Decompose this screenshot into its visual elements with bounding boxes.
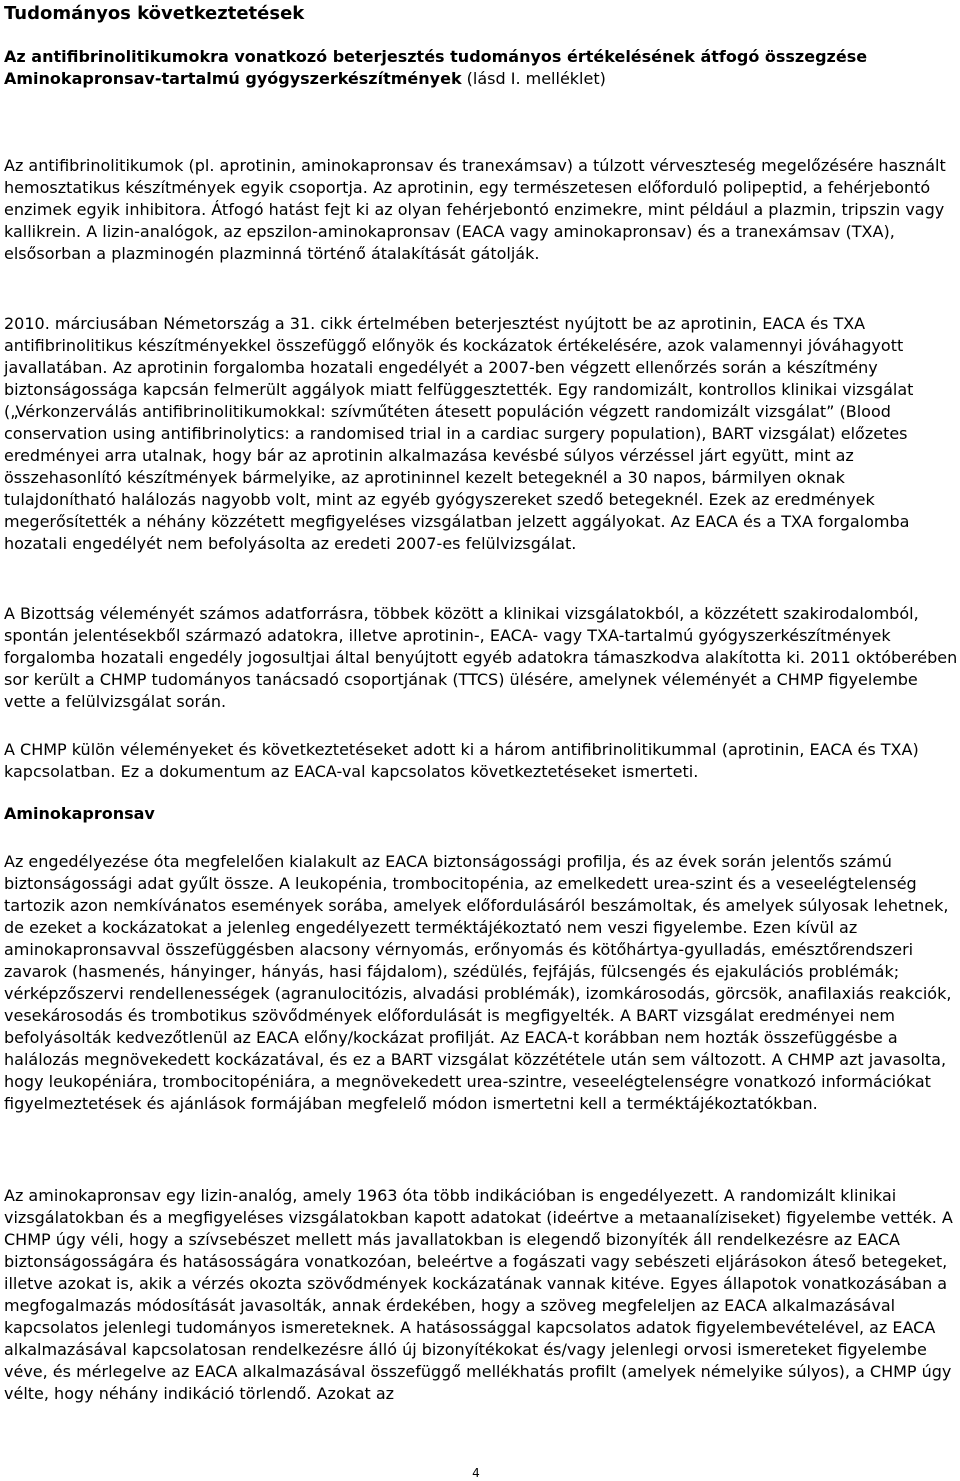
paragraph-committee-opinion: A Bizottság véleményét számos adatforrásra, többek között a klinikai vizsgálatokból, a közzétett szakirodalomból, spontán jelentésekből származó adatokra, illetve aprotinin-, EACA- vagy TXA-tartalmú gyógyszerkészítmények forgalomba hozatali engedély jogosultjai által benyújtott egyéb adatokra támaszkodva alakította ki. 2011 októberében sor került a CHMP tudományos tanácsadó csoportjának (TTCS) ülésére, amelynek véleményét a CHMP figyelembe vette a felülvizsgálat során. — [4, 604, 958, 711]
section-subtitle — [4, 46, 956, 90]
paragraph-chmp-conclusions: A CHMP külön véleményeket és következtetéseket adott ki a három antifibrinolitikummal (aprotinin, EACA és TXA) kapcsolatban. Ez a dokumentum az EACA-val kapcsolatos következtetéseket ismerteti. — [4, 740, 919, 781]
paragraph-referral: 2010. márciusában Németország a 31. cikk értelmében beterjesztést nyújtott be az aprotinin, EACA és TXA antifibrinolitikus készítményekkel összefüggő előnyök és kockázatok értékelésére, azok valamennyi jóváhagyott javallatában. Az aprotinin forgalomba hozatali engedélyét a 2007-ben végzett ellenőrzés során a készítmény biztonságossága kapcsán felmerült aggályok miatt felfüggesztették. Egy randomizált, kontrollos klinikai vizsgálat („Vérkonzerválás antifibrinolitikumokkal: szívműtéten átesett populáción végzett randomizált vizsgálat” (Blood conservation using antifibrinolytics: a randomised trial in a cardiac surgery population), BART vizsgálat) előzetes eredményei arra utalnak, hogy bár az aprotinin alkalmazása kevésbé súlyos vérzéssel járt együtt, mint az összehasonlító készítmények bármelyike, az aprotininnel kezelt betegeknél a 30 napos, bármilyen oknak tulajdonítható halálozás nagyobb volt, mint az egyéb gyógyszereket szedő betegeknél. Ezek az eredmények megerősítették a néhány közzétett megfigyeléses vizsgálatban jelzett aggályokat. Az EACA és a TXA forgalomba hozatali engedélyét nem befolyásolta az eredeti 2007-es felülvizsgálat. — [4, 314, 914, 553]
paragraph-intro: Az antifibrinolitikumok (pl. aprotinin, aminokapronsav és tranexámsav) a túlzott vérveszteség megelőzésére használt hemosztatikus készítmények egyik csoportja. Az aprotinin, egy természetesen előforduló polipeptid, a fehérjebontó enzimek egyik inhibitora. Átfogó hatást fejt ki az olyan fehérjebontó enzimekre, mint például a plazmin, tripszin vagy kallikrein. A lizin-analógok, az epszilon-aminokapronsav (EACA vagy aminokapronsav) és a tranexámsav (TXA), elsősorban a plazminogén plazminná történő átalakítását gátolják. — [4, 156, 946, 263]
paragraph-indications: Az aminokapronsav egy lizin-analóg, amely 1963 óta több indikációban is engedélyezett. A randomizált klinikai vizsgálatokban és a megfigyeléses vizsgálatokban kapott adatokat (ideértve a metaanalíziseket) figyelembe vették. A CHMP úgy véli, hogy a szívsebészet mellett más javallatokban is elegendő bizonyíték áll rendelkezésre az EACA biztonságosságára és hatásosságára vonatkozóan, beleértve a fogászati vagy sebészeti eljárásokon áteső betegeket, illetve azokat is, akik a vérzés okozta szövődmények kockázatának vannak kitéve. Egyes állapotok vonatkozásában a megfogalmazás módosítását javasolták, annak érdekében, hogy a szöveg megfeleljen az EACA alkalmazásával kapcsolatos jelenlegi tudományos ismereteknek. A hatásossággal kapcsolatos adatok figyelembevételével, az EACA alkalmazásával kapcsolatosan rendelkezésre álló új bizonyítékokat és/vagy jelenlegi orvosi ismereteket figyelembe véve, és mérlegelve az EACA alkalmazásával összefüggő mellékhatás profilt (amelyek némelyike súlyos), a CHMP úgy vélte, hogy néhány indikáció törlendő. Azokat az — [4, 1186, 953, 1403]
subtitle-annex-ref: (lásd I. melléklet) — [461, 69, 606, 88]
section-heading-aminocaproic: Aminokapronsav — [4, 804, 155, 823]
subtitle-bold: Az antifibrinolitikumokra vonatkozó beterjesztés tudományos értékelésének átfogó összegzése Aminokapronsav-tartalmú gyógyszerkészítmények — [4, 47, 868, 88]
paragraph-safety-profile: Az engedélyezése óta megfelelően kialakult az EACA biztonságossági profilja, és az évek során jelentős számú biztonságossági adat gyűlt össze. A leukopénia, trombocitopénia, az emelkedett urea-szint és a veseelégtelenség tartozik azon nemkívánatos események sorába, amelyek előfordulásáról beszámoltak, és amelyek súlyosak lehetnek, de ezeket a kockázatokat a jelenleg engedélyezett terméktájékoztató nem veszi figyelembe. Ezen kívül az aminokapronsavval összefüggésben alacsony vérnyomás, erőnyomás és kötőhártya-gyulladás, emésztőrendszeri zavarok (hasmenés, hányinger, hányás, hasi fájdalom), szédülés, fejfájás, fülcsengés és ejakulációs problémák; vérképzőszervi rendellenességek (agranulocitózis, alvadási problémák), izomkárosodás, görcsök, anafilaxiás reakciók, vesekárosodás és trombotikus szövődmények előfordulását is megfigyelték. A BART vizsgálat eredményei nem befolyásolták kedvezőtlenül az EACA előny/kockázat profilját. Az EACA-t korábban nem hozták összefüggésbe a halálozás megnövekedett kockázatával, és ez a BART vizsgálat közzététele után sem változott. A CHMP azt javasolta, hogy leukopéniára, trombocitopéniára, a megnövekedett urea-szintre, veseelégtelenségre vonatkozó információkat figyelmeztetések és ajánlások formájában megfelelő módon ismertetni kell a terméktájékoztatókban. — [4, 852, 952, 1113]
page-number: 4 — [472, 1466, 480, 1480]
page-title: Tudományos következtetések — [4, 3, 305, 24]
